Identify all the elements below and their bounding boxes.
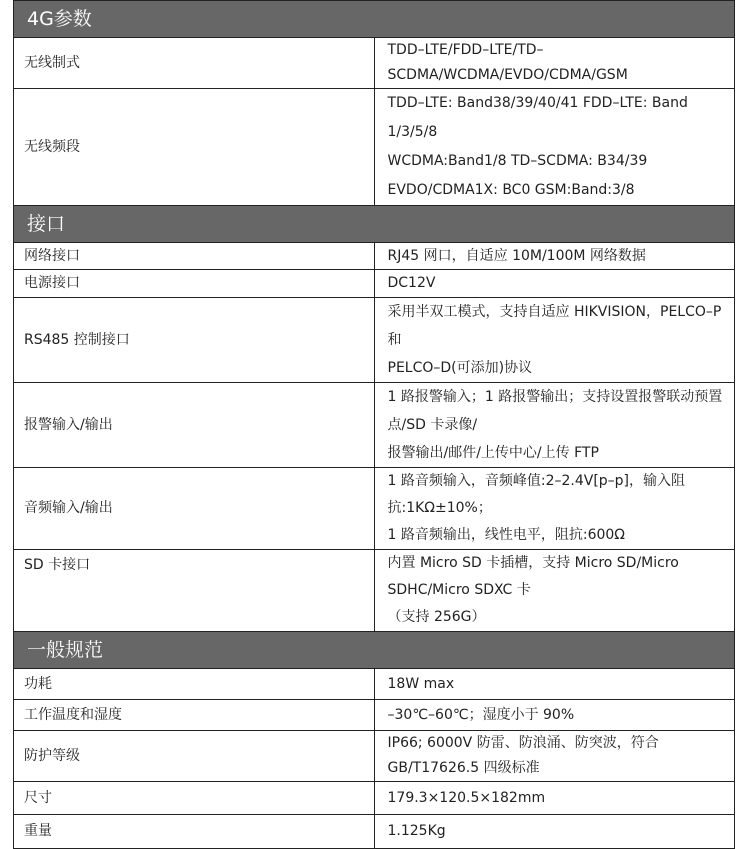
row-label: 防护等级 [14,731,375,782]
value-line: RJ45 网口，自适应 10M/100M 网络数据 [387,247,646,264]
row-label: 功耗 [14,669,375,700]
value-line: EVDO/CDMA1X: BC0 GSM:Band:3/8 [387,182,635,198]
row-label: 无线频段 [14,89,375,206]
table-row [14,89,735,206]
value-line: 179.3×120.5×182mm [387,789,546,806]
value-line: 内置 Micro SD 卡插槽，支持 Micro SD/Micro SDHC/Micro SDXC 卡 [387,555,679,598]
value-line: 1.125Kg [387,823,446,839]
row-value [374,468,735,550]
table-row [14,270,735,298]
row-label: 工作温度和湿度 [14,700,375,731]
spec-table [13,0,735,849]
section-title: 一般规范 [14,632,735,669]
row-label: RS485 控制接口 [14,298,375,383]
row-label: 重量 [14,815,375,849]
row-value [374,550,735,632]
value-line: TDD–LTE: Band38/39/40/41 FDD–LTE: Band 1/3/5/8 [387,95,688,140]
table-row [14,815,735,849]
value-line: DC12V [387,275,436,291]
value-line: （支持 256G） [387,609,486,625]
table-row [14,782,735,815]
value-line: 1 路报警输入；1 路报警输出；支持设置报警联动预置点/SD 卡录像/ [387,389,723,433]
section-header-4g [14,1,735,38]
table-row [14,468,735,550]
table-row [14,731,735,782]
section-title: 接口 [14,206,735,243]
row-value [374,815,735,849]
table-row [14,669,735,700]
value-line: TDD–LTE/FDD–LTE/TD–SCDMA/WCDMA/EVDO/CDMA/GSM [387,42,628,83]
row-label: 尺寸 [14,782,375,815]
row-label: 电源接口 [14,270,375,298]
section-header-general [14,632,735,669]
table-row [14,243,735,270]
row-label: 无线制式 [14,38,375,89]
value-line: 报警输出/邮件/上传中心/上传 FTP [387,445,599,461]
row-value [374,243,735,270]
table-row [14,383,735,468]
value-line: WCDMA:Band1/8 TD–SCDMA: B34/39 [387,153,648,169]
row-value [374,782,735,815]
row-label: SD 卡接口 [14,550,375,632]
section-title: 4G参数 [14,1,735,38]
row-value [374,298,735,383]
value-line: 18W max [387,675,455,692]
row-value [374,38,735,89]
table-row [14,550,735,632]
value-line: 1 路音频输出，线性电平，阻抗:600Ω [387,527,625,543]
value-line: PELCO–D(可添加)协议 [387,360,533,376]
table-row [14,700,735,731]
value-line: 1 路音频输入，音频峰值:2–2.4V[p–p]，输入阻抗:1KΩ±10%； [387,473,686,516]
row-value [374,669,735,700]
row-value [374,731,735,782]
row-value [374,270,735,298]
row-label: 音频输入/输出 [14,468,375,550]
table-row [14,298,735,383]
section-header-interfaces [14,206,735,243]
row-label: 网络接口 [14,243,375,270]
value-line: IP66; 6000V 防雷、防浪涌、防突波，符合 GB/T17626.5 四级标准 [387,735,659,776]
row-value [374,383,735,468]
value-line: –30℃–60℃；湿度小于 90% [387,706,575,723]
row-value [374,700,735,731]
row-label: 报警输入/输出 [14,383,375,468]
table-row [14,38,735,89]
row-value [374,89,735,206]
value-line: 采用半双工模式，支持自适应 HIKVISION，PELCO–P 和 [387,304,722,348]
